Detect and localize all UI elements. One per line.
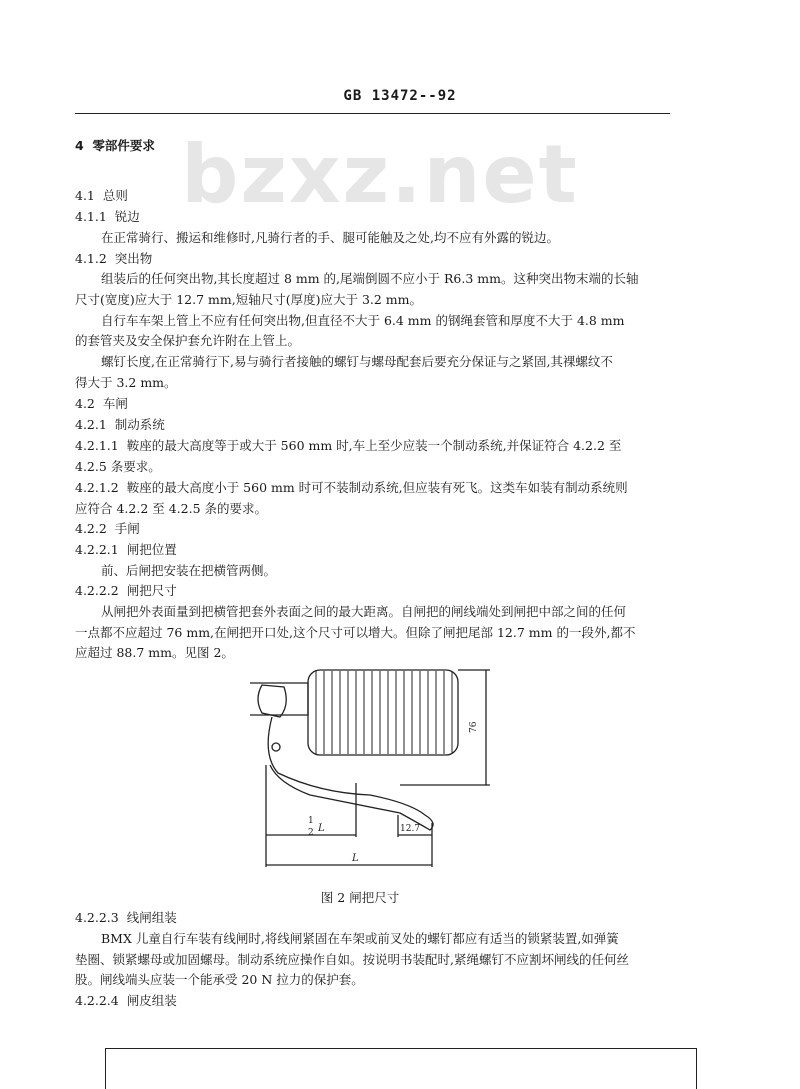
- section-4-2-1-heading: 4.2.1 制动系统: [75, 417, 165, 432]
- dim-tail-label: 12.7: [400, 824, 421, 834]
- paragraph-line: 应符合 4.2.2 至 4.2.5 条的要求。: [75, 501, 268, 516]
- bottom-frame: [105, 1048, 697, 1089]
- brake-lever-figure: [250, 655, 510, 880]
- standard-header: GB 13472--92: [343, 88, 457, 104]
- dim-half-den: 2: [308, 828, 314, 838]
- paragraph-line: 垫圈、锁紧螺母或加固螺母。制动系统应操作自如。按说明书装配时,紧绳螺钉不应割坏闸线的任何丝: [75, 952, 629, 967]
- watermark: bzxz.net: [181, 128, 579, 221]
- dim-half-num: 1: [308, 816, 314, 826]
- header-rule: [75, 113, 670, 114]
- section-4-1-1-heading: 4.1.1 锐边: [75, 209, 140, 224]
- figure-caption: 图 2 闸把尺寸: [320, 890, 400, 905]
- dim-half-L: L: [318, 823, 325, 834]
- paragraph-line: 4.2.5 条要求。: [75, 459, 161, 474]
- paragraph: 在正常骑行、搬运和维修时,凡骑行者的手、腿可能触及之处,均不应有外露的锐边。: [101, 230, 559, 245]
- paragraph-line: 自行车车架上管上不应有任何突出物,但直径不大于 6.4 mm 的钢绳套管和厚度不大于 4.8 mm: [101, 313, 625, 328]
- section-4-2-2-3-heading: 4.2.2.3 线闸组装: [75, 910, 177, 925]
- section-4-2-2-1-heading: 4.2.2.1 闸把位置: [75, 542, 177, 557]
- paragraph-line: 股。闸线端头应装一个能承受 20 N 拉力的保护套。: [75, 972, 364, 987]
- dim-76-label: 76: [469, 721, 479, 733]
- paragraph-line: 组装后的任何突出物,其长度超过 8 mm 的,尾端倒圆不应小于 R6.3 mm。这种突出物末端的长轴: [101, 271, 639, 286]
- paragraph-line: 尺寸(宽度)应大于 12.7 mm,短轴尺寸(厚度)应大于 3.2 mm。: [75, 292, 422, 307]
- section-4-2-2-4-heading: 4.2.2.4 闸皮组装: [75, 993, 177, 1008]
- paragraph-line: 螺钉长度,在正常骑行下,易与骑行者接触的螺钉与螺母配套后要充分保证与之紧固,其裸螺纹不: [101, 354, 613, 369]
- dim-L-label: L: [352, 853, 359, 864]
- paragraph-line: 4.2.1.1 鞍座的最大高度等于或大于 560 mm 时,车上至少应装一个制动系统,并保证符合 4.2.2 至: [75, 438, 622, 453]
- paragraph-line: 应超过 88.7 mm。见图 2。: [75, 645, 234, 660]
- paragraph-line: BMX 儿童自行车装有线闸时,将线闸紧固在车架或前叉处的螺钉都应有适当的锁紧装置,如弹簧: [101, 931, 619, 946]
- clamp-body: [258, 685, 286, 717]
- handlebar-tube: [250, 683, 308, 715]
- section-4-2-2-2-heading: 4.2.2.2 闸把尺寸: [75, 583, 177, 598]
- section-4-1-2-heading: 4.1.2 突出物: [75, 251, 153, 266]
- pivot-circle: [272, 743, 280, 751]
- grip-ribs: [316, 671, 452, 754]
- lever-blade: [268, 717, 433, 830]
- paragraph-line: 的套管夹及安全保护套允许附在上管上。: [75, 333, 301, 348]
- paragraph-line: 一点都不应超过 76 mm,在闸把开口处,这个尺寸可以增大。但除了闸把尾部 12.7 mm 的一段外,都不: [75, 625, 636, 640]
- section-4-1-heading: 4.1 总则: [75, 188, 128, 203]
- paragraph-line: 得大于 3.2 mm。: [75, 375, 177, 390]
- section-4-2-heading: 4.2 车闸: [75, 396, 128, 411]
- paragraph: 前、后闸把安装在把横管两侧。: [101, 563, 277, 578]
- paragraph-line: 4.2.1.2 鞍座的最大高度小于 560 mm 时可不装制动系统,但应装有死飞。这类车如装有制动系统则: [75, 480, 628, 495]
- section-4-2-2-heading: 4.2.2 手闸: [75, 521, 140, 536]
- section-4-heading: 4 零部件要求: [75, 138, 155, 153]
- paragraph-line: 从闸把外表面量到把横管把套外表面之间的最大距离。自闸把的闸线端处到闸把中部之间的任何: [101, 604, 627, 619]
